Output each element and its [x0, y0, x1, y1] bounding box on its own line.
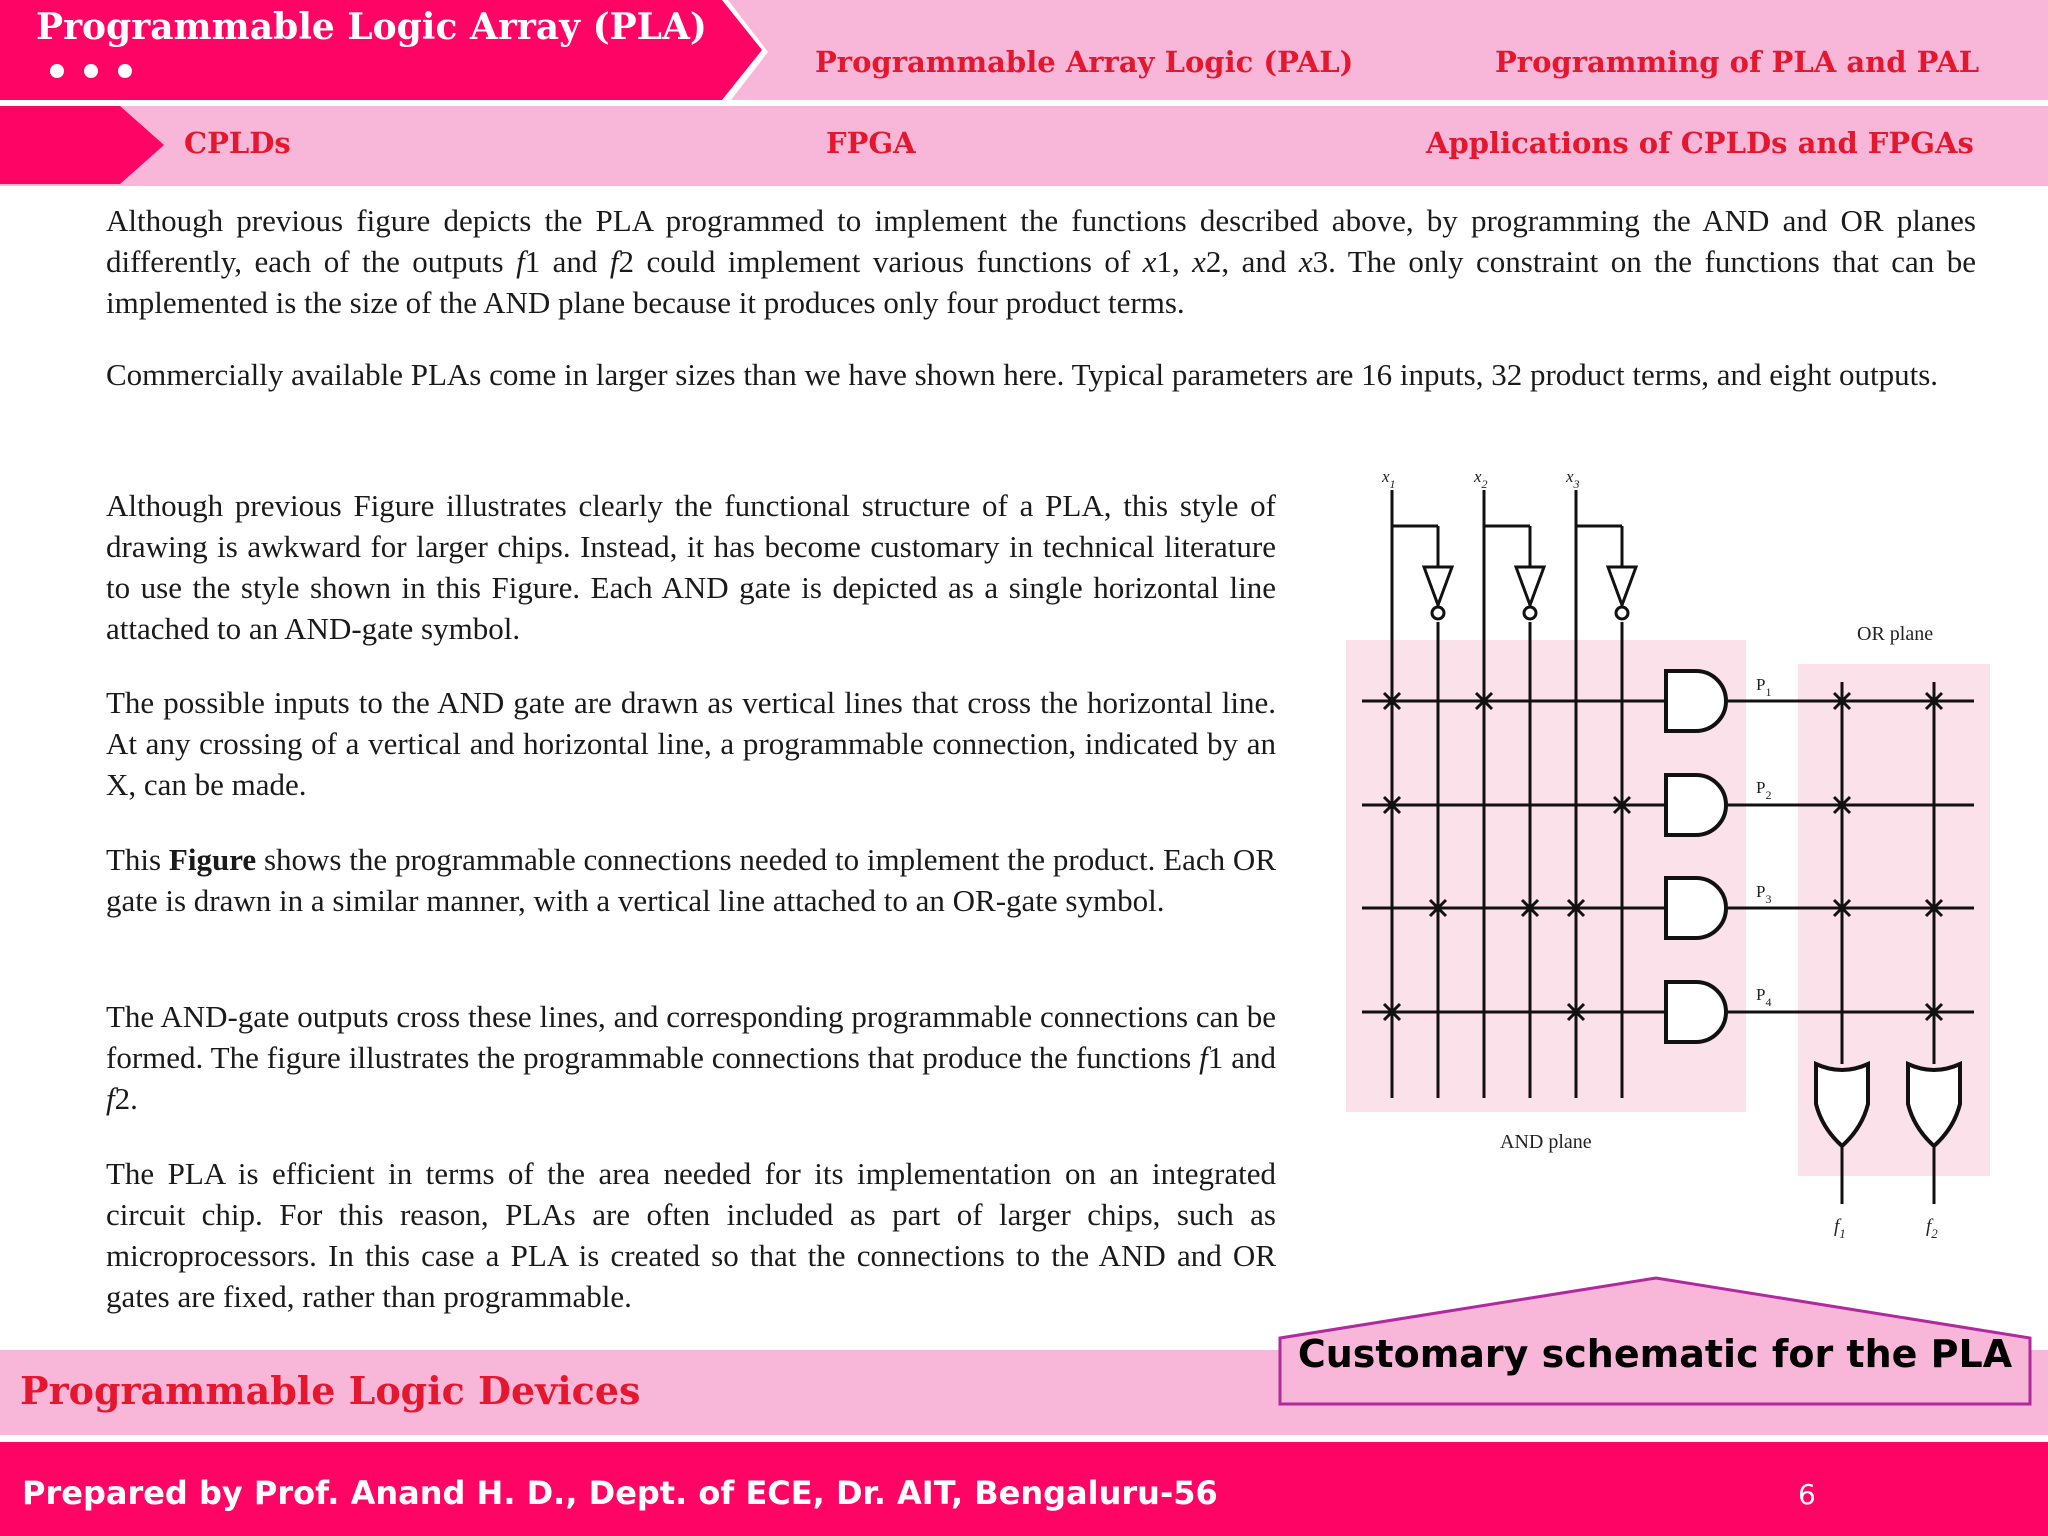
- paragraph-or-gates: This Figure shows the programmable connections needed to implement the product. Each OR gate is drawn in a similar manner, with a vertical line attached to an OR-gate symbol.: [106, 842, 1276, 918]
- nav-arrow-icon: [0, 104, 170, 186]
- footer-title: Programmable Logic Devices: [20, 1368, 641, 1413]
- input-label-x2: $x_2$: [1474, 467, 1488, 491]
- paragraph-and-outputs: The AND-gate outputs cross these lines, and corresponding programmable connections can be formed. The figure illustrates the programmable connections that produce the functions f1 and f2.: [106, 999, 1276, 1116]
- inverter-icon: [1424, 567, 1636, 619]
- tab-programming-pla-pal[interactable]: Programming of PLA and PAL: [1495, 45, 1980, 79]
- product-label-p1: $P_1$: [1756, 675, 1772, 699]
- product-label-p2: $P_2$: [1756, 778, 1772, 802]
- more-dots-icon[interactable]: [50, 64, 152, 83]
- input-label-x1: $x_1$: [1382, 467, 1396, 491]
- and-plane-label: AND plane: [1500, 1131, 1592, 1153]
- paragraph-drawing-style: Although previous Figure illustrates clearly the functional structure of a PLA, this style of drawing is awkward for larger chips. Instead, it has become customary in technical literature to use the style shown in this Figure. Each AND gate is depicted as a single horizontal line attached to an AND-gate symbol.: [106, 488, 1276, 646]
- or-plane-label: OR plane: [1857, 623, 1934, 645]
- pla-schematic-diagram: [1320, 450, 2020, 1250]
- product-label-p4: $P_4$: [1756, 985, 1772, 1009]
- paragraph-commercial-plas: Commercially available PLAs come in larger sizes than we have shown here. Typical parameters are 16 inputs, 32 product terms, and eight outputs.: [106, 357, 1939, 392]
- credit-text: Prepared by Prof. Anand H. D., Dept. of ECE, Dr. AIT, Bengaluru-56: [22, 1474, 1218, 1512]
- paragraph-and-inputs: The possible inputs to the AND gate are drawn as vertical lines that cross the horizontal line. At any crossing of a vertical and horizontal line, a programmable connection, indicated by an X, can be made.: [106, 685, 1276, 802]
- tab-pal[interactable]: Programmable Array Logic (PAL): [815, 45, 1354, 79]
- paragraph-and-or-planes: Although previous figure depicts the PLA programmed to implement the functions described above, by programming the AND and OR planes differently, each of the outputs f1 and f2 could implement various functions of x1, x2, and x3. The only constraint on the functions that can be implemented is the size of the AND plane because it produces only four product terms.: [106, 203, 1977, 320]
- product-label-p3: $P_3$: [1756, 882, 1772, 906]
- tab-applications[interactable]: Applications of CPLDs and FPGAs: [1426, 126, 1974, 160]
- tab-pla-active[interactable]: Programmable Logic Array (PLA): [36, 6, 707, 48]
- tab-cplds[interactable]: CPLDs: [184, 126, 291, 160]
- page-number: 6: [1798, 1478, 1816, 1511]
- tab-fpga[interactable]: FPGA: [826, 126, 916, 160]
- figure-caption: Customary schematic for the PLA: [1297, 1332, 2013, 1376]
- output-label-f1: $f_1$: [1834, 1216, 1846, 1241]
- paragraph-efficiency: The PLA is efficient in terms of the area needed for its implementation on an integrated circuit chip. For this reason, PLAs are often included as part of larger chips, such as microprocessors. In this case a PLA is created so that the connections to the AND and OR gates are fixed, rather than programmable.: [106, 1156, 1276, 1314]
- input-label-x3: $x_3$: [1566, 467, 1580, 491]
- output-label-f2: $f_2$: [1926, 1216, 1938, 1241]
